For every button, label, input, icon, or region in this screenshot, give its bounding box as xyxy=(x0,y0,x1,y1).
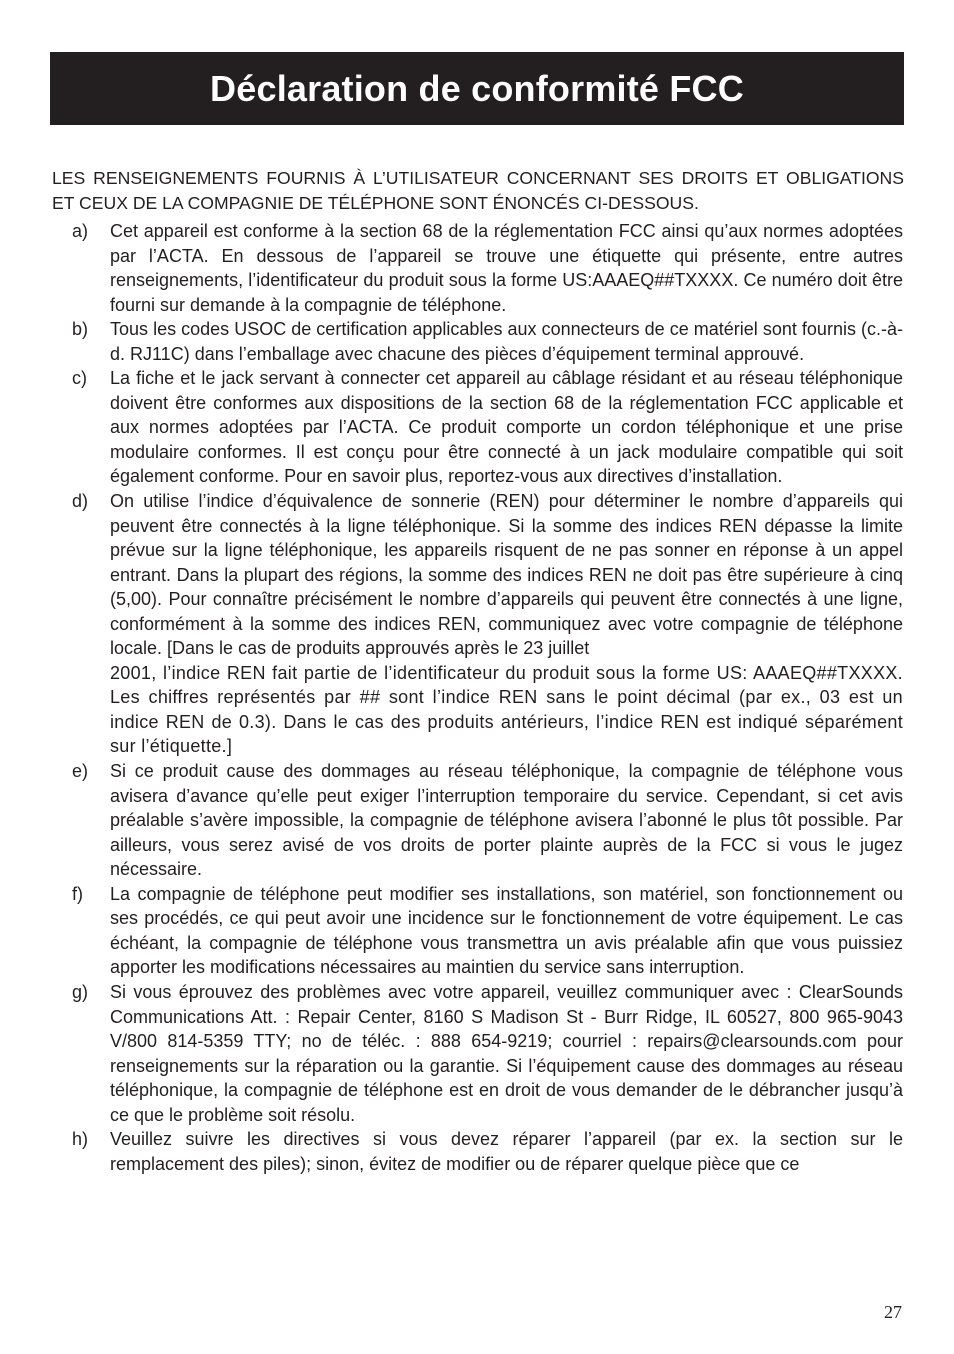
item-label: b) xyxy=(72,319,89,340)
item-text xyxy=(110,980,903,1127)
item-label: f) xyxy=(72,883,83,904)
item-label: d) xyxy=(72,491,89,512)
item-paragraph: On utilise l’indice d’équivalence de sonnerie (REN) pour déterminer le nombre d’appareils qui peuvent être connectés à la ligne téléphonique. Si la somme des indices REN dépasse la limite prévue sur la ligne téléphonique, les appareils risquent de ne pas sonner en réponse à un appel entrant. Dans la plupart des régions, la somme des indices REN ne doit pas être supérieure à cinq (5,00). Pour connaître précisément le nombre d’appareils qui peuvent être connectés à une ligne, conformément à la somme des indices REN, communiquez avec votre compagnie de téléphone locale. [Dans le cas de produits approuvés après le 23 juillet xyxy=(110,491,903,659)
item-paragraph: Si ce produit cause des dommages au réseau téléphonique, la compagnie de téléphone vous avisera d’avance qu’elle peut exiger l’interruption temporaire du service. Cependant, si cet avis préalable s’avère impossible, la compagnie de téléphone avisera l’abonné le plus tôt possible. Par ailleurs, vous serez avisé de vos droits de porter plainte auprès de la FCC si vous le jugez nécessaire. xyxy=(110,761,903,880)
item-label: a) xyxy=(72,221,89,241)
item-text xyxy=(110,317,903,366)
item-label: e) xyxy=(72,761,89,782)
list-item-c xyxy=(52,366,903,489)
item-label: g) xyxy=(72,981,89,1002)
list-item-f xyxy=(52,882,903,980)
page-number: 27 xyxy=(884,1302,902,1322)
item-paragraph: Tous les codes USOC de certification applicables aux connecteurs de ce matériel sont fournis (c.-à-d. RJ11C) dans l’emballage avec chacune des pièces d’équipement terminal approuvé. xyxy=(110,319,903,364)
list-item-b xyxy=(52,317,903,366)
intro-paragraph: LES RENSEIGNEMENTS FOURNIS À L’UTILISATEUR CONCERNANT SES DROITS ET OBLIGATIONS ET CEUX DE LA COMPAGNIE DE TÉLÉPHONE SONT ÉNONCÉS CI-DESSOUS. xyxy=(52,167,904,213)
list-item-e xyxy=(52,759,903,882)
title-banner xyxy=(50,52,904,125)
item-paragraph: Cet appareil est conforme à la section 68 de la réglementation FCC ainsi qu’aux normes adoptées par l’ACTA. En dessous de l’appareil se trouve une étiquette qui présente, entre autres renseignements, l’identificateur du produit sous la forme US:AAAEQ##TXXXX. Ce numéro doit être fourni sur demande à la compagnie de téléphone. xyxy=(110,221,903,315)
item-paragraph: La compagnie de téléphone peut modifier ses installations, son matériel, son fonctionnement ou ses procédés, ce qui peut avoir une incidence sur le fonctionnement de votre équipement. Le cas échéant, la compagnie de téléphone vous transmettra un avis préalable afin que vous puissiez apporter les modifications nécessaires au maintien du service sans interruption. xyxy=(110,883,903,978)
item-text xyxy=(110,759,903,882)
item-text xyxy=(110,882,903,980)
item-text xyxy=(110,219,903,317)
item-paragraph: La fiche et le jack servant à connecter cet appareil au câblage résidant et au réseau téléphonique doivent être conformes aux dispositions de la section 68 de la réglementation FCC applicable et aux normes adoptées par l’ACTA. Ce produit comporte un cordon téléphonique et une prise modulaire conformes. Il est conçu pour être connecté à un jack modulaire compatible qui soit également conforme. Pour en savoir plus, reportez-vous aux directives d’installation. xyxy=(110,368,903,487)
list-item-d xyxy=(52,489,903,759)
item-text xyxy=(110,1127,903,1176)
list-item-h xyxy=(52,1127,903,1176)
list-item-g xyxy=(52,980,903,1127)
page-title: Déclaration de conformité FCC xyxy=(210,67,744,109)
item-label: c) xyxy=(72,368,87,389)
list-item-a xyxy=(52,219,903,317)
item-label: h) xyxy=(72,1129,89,1150)
item-paragraph: Si vous éprouvez des problèmes avec votre appareil, veuillez communiquer avec : ClearSounds Communications Att. : Repair Center, 8160 S Madison St - Burr Ridge, IL 60527, 800 965-9043 V/800 814-5359 TTY; no de téléc. : 888 654-9219; courriel : repairs@clearsounds.com pour renseignements sur la réparation ou la garantie. Si l’équipement cause des dommages au réseau téléphonique, la compagnie de téléphone est en droit de vous demander de le débrancher jusqu’à ce que le problème soit résolu. xyxy=(110,981,903,1125)
item-text xyxy=(110,366,903,489)
compliance-list xyxy=(52,219,903,1176)
item-paragraph-continued: 2001, l’indice REN fait partie de l’identificateur du produit sous la forme US: AAAEQ##TXXXX. Les chiffres représentés par ## sont l’indice REN sans le point décimal (par ex., 03 est un indice REN de 0.3). Dans le cas des produits antérieurs, l’indice REN est indiqué séparément sur l’étiquette.] xyxy=(110,662,903,757)
item-text xyxy=(110,489,903,759)
item-paragraph: Veuillez suivre les directives si vous devez réparer l’appareil (par ex. la section sur le remplacement des piles); sinon, évitez de modifier ou de réparer quelque pièce que ce xyxy=(110,1129,903,1174)
